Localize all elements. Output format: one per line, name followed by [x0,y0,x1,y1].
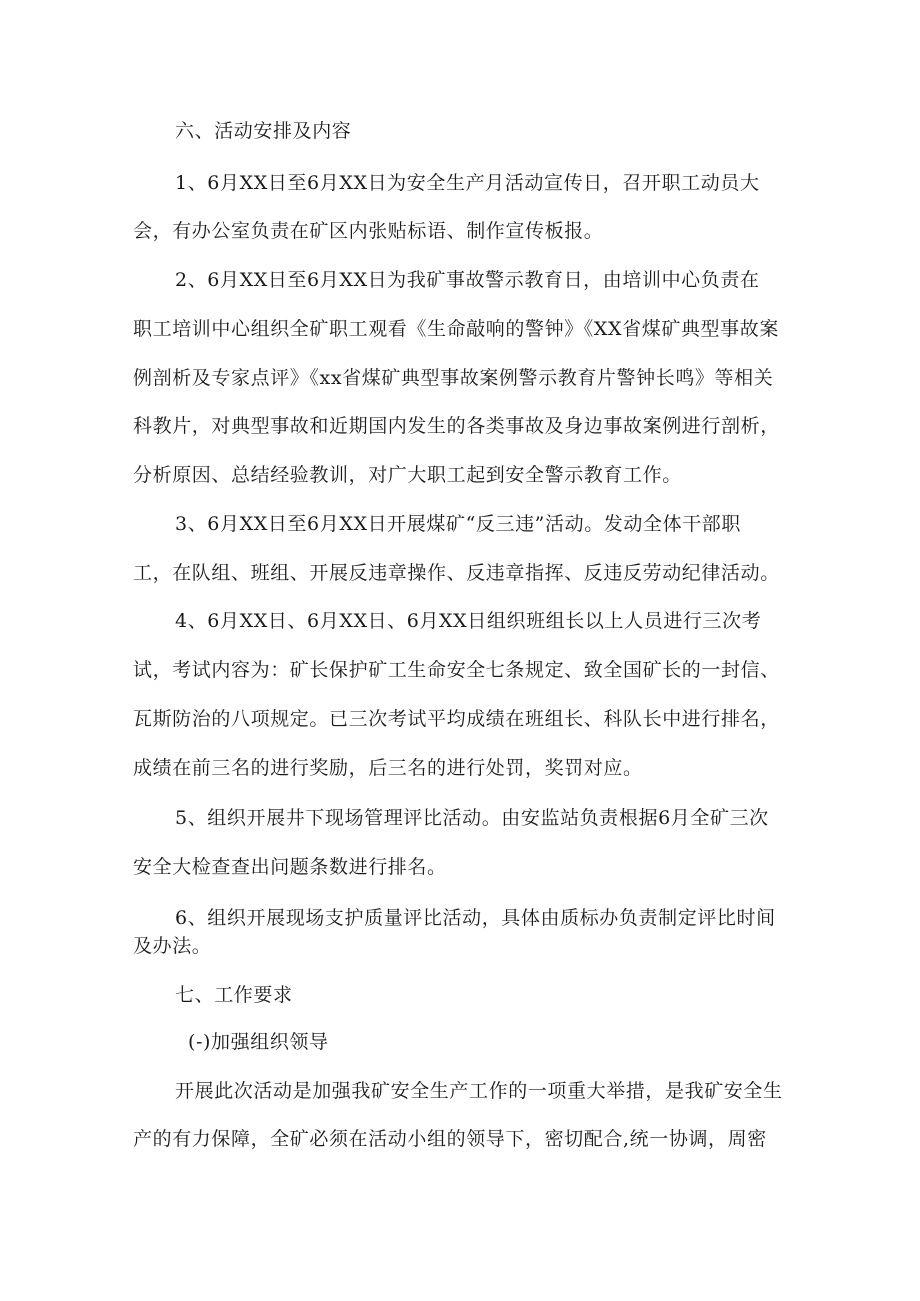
section-heading-7: 七、工作要求 [175,984,293,1006]
paragraph-line: 产的有力保障，全矿必须在活动小组的领导下，密切配合,统一协调，周密 [133,1128,767,1150]
paragraph-line: 2、6月XX日至6月XX日为我矿事故警示教育日，由培训中心负责在 [175,269,760,291]
paragraph-line: 成绩在前三名的进行奖励，后三名的进行处罚，奖罚对应。 [133,757,643,779]
paragraph-line: 会，有办公室负责在矿区内张贴标语、制作宣传板报。 [133,220,604,242]
paragraph-line: 瓦斯防治的八项规定。已三次考试平均成绩在班组长、科队长中进行排名， [133,708,780,730]
paragraph-line: 3、6月XX日至6月XX日开展煤矿“反三违”活动。发动全体干部职 [175,513,741,535]
section-heading-6: 六、活动安排及内容 [175,120,352,142]
paragraph-line: 5、组织开展井下现场管理评比活动。由安监站负责根据6月全矿三次 [175,807,769,829]
paragraph-line: 6、组织开展现场支护质量评比活动，具体由质标办负责制定评比时间 [175,907,776,929]
subsection-heading: (-)加强组织领导 [188,1031,329,1053]
paragraph-line: 及办法。 [133,935,212,957]
paragraph-line: 职工培训中心组织全矿职工观看《生命敲响的警钟》《XX省煤矿典型事故案 [133,318,779,340]
paragraph-line: 试，考试内容为：矿长保护矿工生命安全七条规定、致全国矿长的一封信、 [133,659,780,681]
paragraph-line: 工，在队组、班组、开展反违章操作、反违章指挥、反违反劳动纪律活动。 [133,562,780,584]
paragraph-line: 安全大检查查出问题条数进行排名。 [133,856,447,878]
paragraph-line: 开展此次活动是加强我矿安全生产工作的一项重大举措，是我矿安全生 [175,1080,783,1102]
paragraph-line: 4、6月XX日、6月XX日、6月XX日组织班组长以上人员进行三次考 [175,610,762,632]
paragraph-line: 分析原因、总结经验教训，对广大职工起到安全警示教育工作。 [133,464,682,486]
paragraph-line: 科教片，对典型事故和近期国内发生的各类事故及身边事故案例进行剖析， [133,415,780,437]
paragraph-line: 1、6月XX日至6月XX日为安全生产月活动宣传日，召开职工动员大 [175,172,760,194]
paragraph-line: 例剖析及专家点评》《xx省煤矿典型事故案例警示教育片警钟长鸣》等相关 [133,367,774,389]
